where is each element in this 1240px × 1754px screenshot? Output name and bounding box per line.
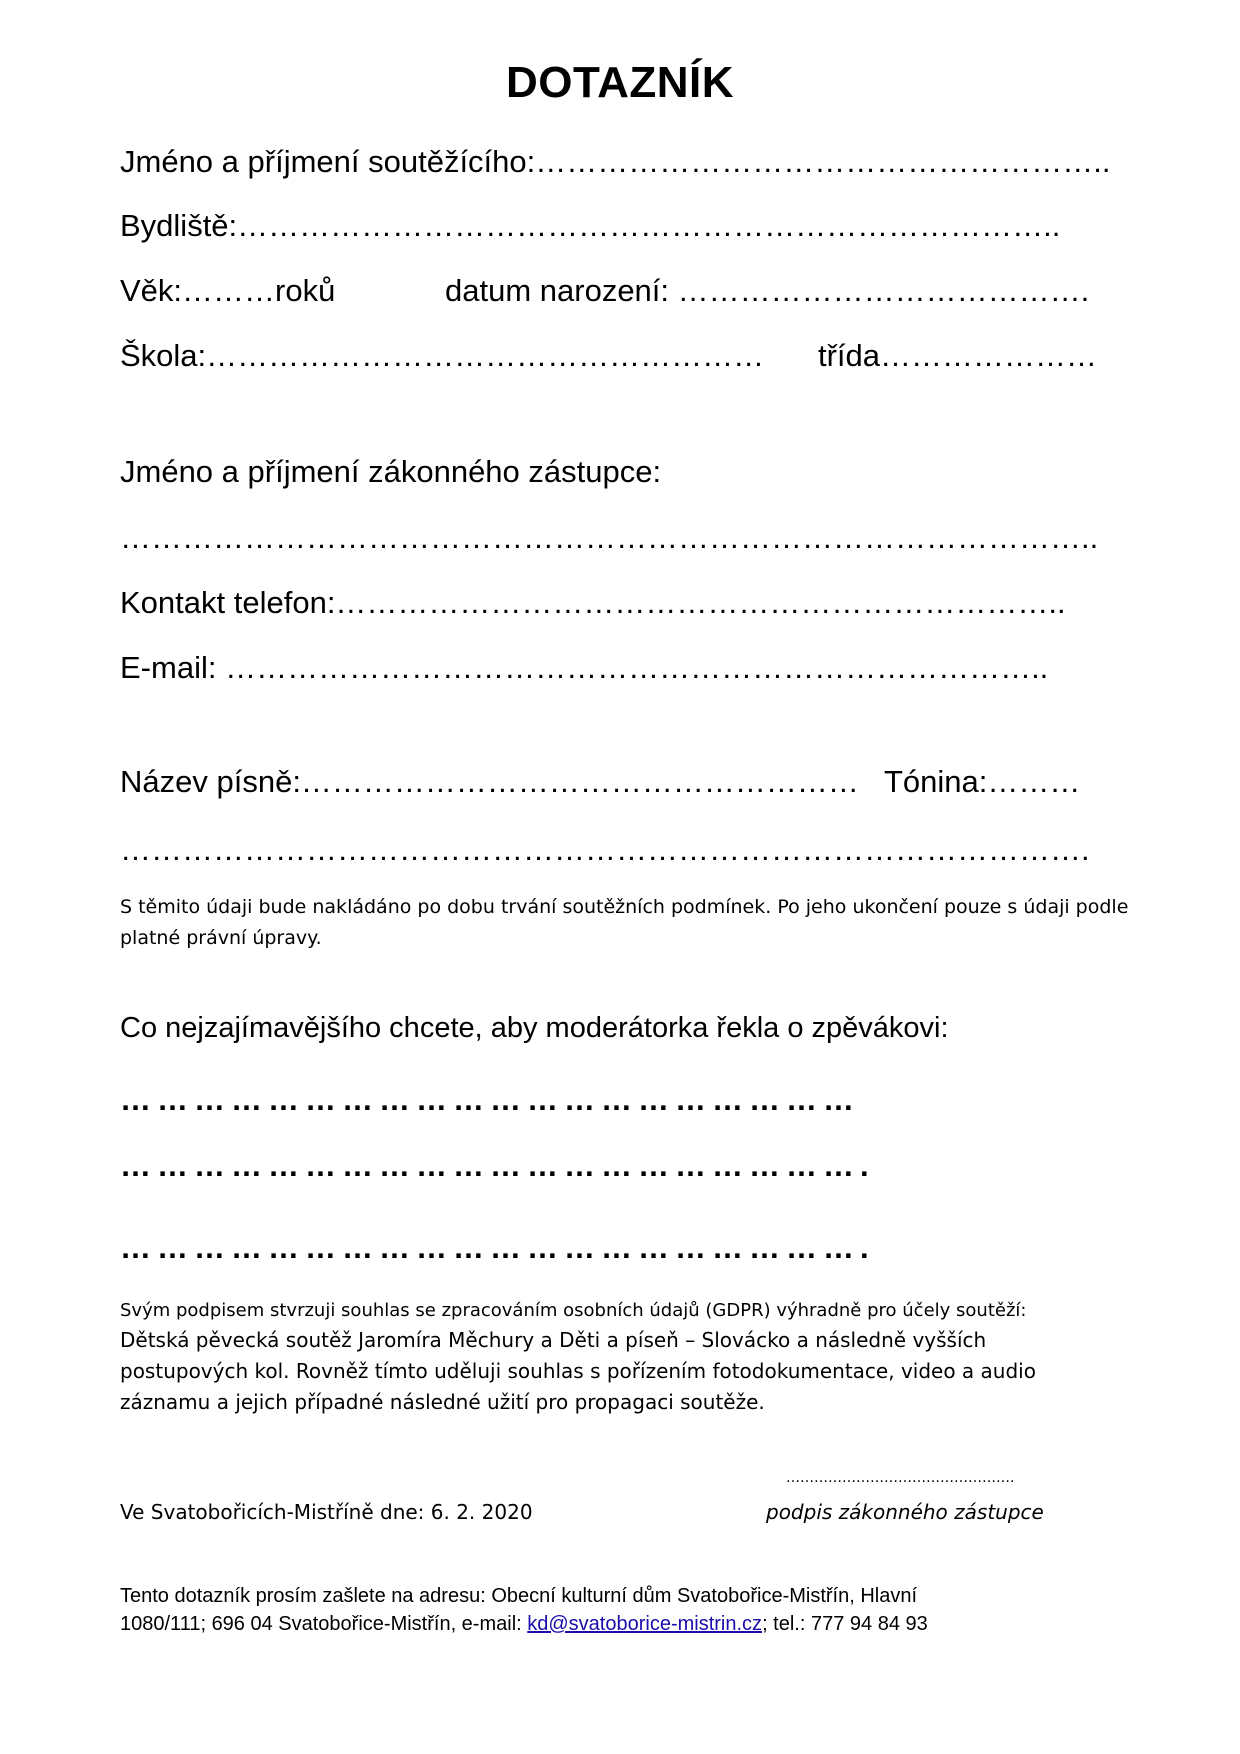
- school-class-field: třída…………………: [818, 338, 1098, 373]
- phone-field: Kontakt telefon:……………………………………………………………..: [120, 585, 1066, 620]
- guardian-line: …………………………………………………………………………………..: [120, 520, 1099, 555]
- consent-line: postupových kol. Rovněž tímto uděluji souhlas s pořízením fotodokumentace, video a audio: [120, 1359, 1036, 1383]
- age-field: Věk:………roků: [120, 273, 336, 308]
- residence-field: Bydliště:……………………………………………………………………..: [120, 208, 1061, 243]
- consent-line: Svým podpisem stvrzuji souhlas se zpracováním osobních údajů (GDPR) výhradně pro účely soutěží:: [120, 1300, 1027, 1321]
- competitor-name-field: Jméno a příjmení soutěžícího:………………………………………………..: [120, 144, 1111, 179]
- moderator-question: Co nejzajímavějšího chcete, aby moderátorka řekla o zpěvákovi:: [120, 1012, 949, 1044]
- footer-address-text: 1080/111; 696 04 Svatobořice-Mistřín, e-mail:: [120, 1613, 528, 1635]
- email-field: E-mail: ……………………………………………………………………..: [120, 650, 1049, 685]
- consent-line: Dětská pěvecká soutěž Jaromíra Měchury a Děti a píseň – Slovácko a následně vyšších: [120, 1328, 987, 1352]
- answer-line: …………………………………………………….: [120, 1148, 875, 1183]
- answer-line: ……………………………………………………: [120, 1082, 860, 1117]
- birth-date-field: datum narození: ………………………………….: [445, 273, 1090, 308]
- footer-address-line: Tento dotazník prosím zašlete na adresu: Obecní kulturní dům Svatobořice-Mistřín, Hlavní: [120, 1585, 918, 1607]
- place-date: Ve Svatobořicích-Mistříně dne: 6. 2. 2020: [120, 1500, 533, 1524]
- footer-phone-text: ; tel.: 777 94 84 93: [762, 1613, 928, 1635]
- answer-line: …………………………………………………….: [120, 1230, 875, 1265]
- guardian-label: Jméno a příjmení zákonného zástupce:: [120, 454, 662, 489]
- song-name-field: Název písně:………………………………………………: [120, 764, 859, 799]
- email-link[interactable]: kd@svatoborice-mistrin.cz: [527, 1613, 763, 1635]
- page-title: DOTAZNÍK: [505, 58, 735, 107]
- song-line: ………………………………………………………………………………….: [120, 832, 1090, 867]
- key-field: Tónina:………: [884, 764, 1081, 799]
- data-notice: S těmito údaji bude nakládáno po dobu trvání soutěžních podmínek. Po jeho ukončení pouze s údaji podle platné právní úpravy.: [120, 896, 1129, 949]
- signature-line: ………………………………………….: [786, 1470, 1015, 1486]
- footer-contact-line: [120, 1610, 928, 1638]
- signature-label: podpis zákonného zástupce: [766, 1500, 1044, 1524]
- school-field: Škola:………………………………………………: [120, 338, 765, 373]
- consent-line: záznamu a jejich případné následné užití pro propagaci soutěže.: [120, 1390, 765, 1414]
